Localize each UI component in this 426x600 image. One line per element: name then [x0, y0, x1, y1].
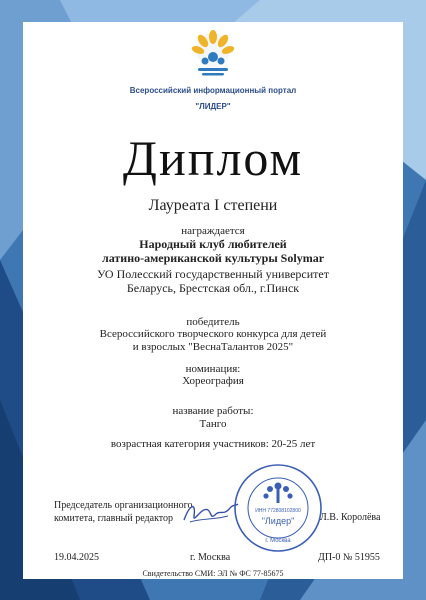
contest-line-2: и взрослых "ВеснаТалантов 2025"	[132, 341, 294, 353]
work-label: название работы:	[172, 405, 254, 417]
handwritten-signature	[180, 498, 240, 528]
recipient-line-1: Народный клуб любителей	[139, 237, 287, 251]
diploma-number: ДП-0 № 51955	[318, 552, 380, 563]
signer-name: Л.В. Королёва	[320, 512, 381, 523]
official-stamp	[232, 462, 324, 554]
stamp-city: г. Москва	[265, 538, 291, 544]
stamp-brand: "Лидер"	[261, 516, 295, 526]
organization-line-1: УО Полесский государственный университет	[97, 267, 329, 281]
signer-role-line-2: комитета, главный редактор	[54, 513, 174, 524]
stamp-inn: ИНН 772808102800	[255, 508, 301, 514]
nomination-label: номинация:	[185, 363, 241, 375]
signer-role-line-1: Председатель организационного	[54, 500, 193, 511]
degree-text: Лауреата I степени	[148, 197, 278, 214]
issue-date: 19.04.2025	[54, 552, 99, 563]
age-category: возрастная категория участников: 20-25 лет	[110, 438, 316, 450]
nomination-value: Хореография	[182, 375, 244, 387]
work-value: Танго	[199, 418, 227, 430]
portal-name: Всероссийский информационный портал	[129, 86, 297, 95]
organization-line-2: Беларусь, Брестская обл., г.Пинск	[126, 281, 300, 295]
recipient-line-2: латино-американской культуры Solymar	[101, 251, 325, 265]
winner-label: победитель	[186, 316, 240, 328]
portal-logo-icon	[190, 30, 236, 80]
issue-city: г. Москва	[190, 552, 231, 563]
awarded-label: награждается	[181, 225, 245, 237]
diploma-title: Диплом	[122, 130, 304, 186]
contest-line-1: Всероссийского творческого конкурса для детей	[99, 328, 327, 340]
portal-brand: "ЛИДЕР"	[195, 102, 231, 111]
media-registration: Свидетельство СМИ: ЭЛ № ФС 77-85675	[142, 569, 284, 578]
